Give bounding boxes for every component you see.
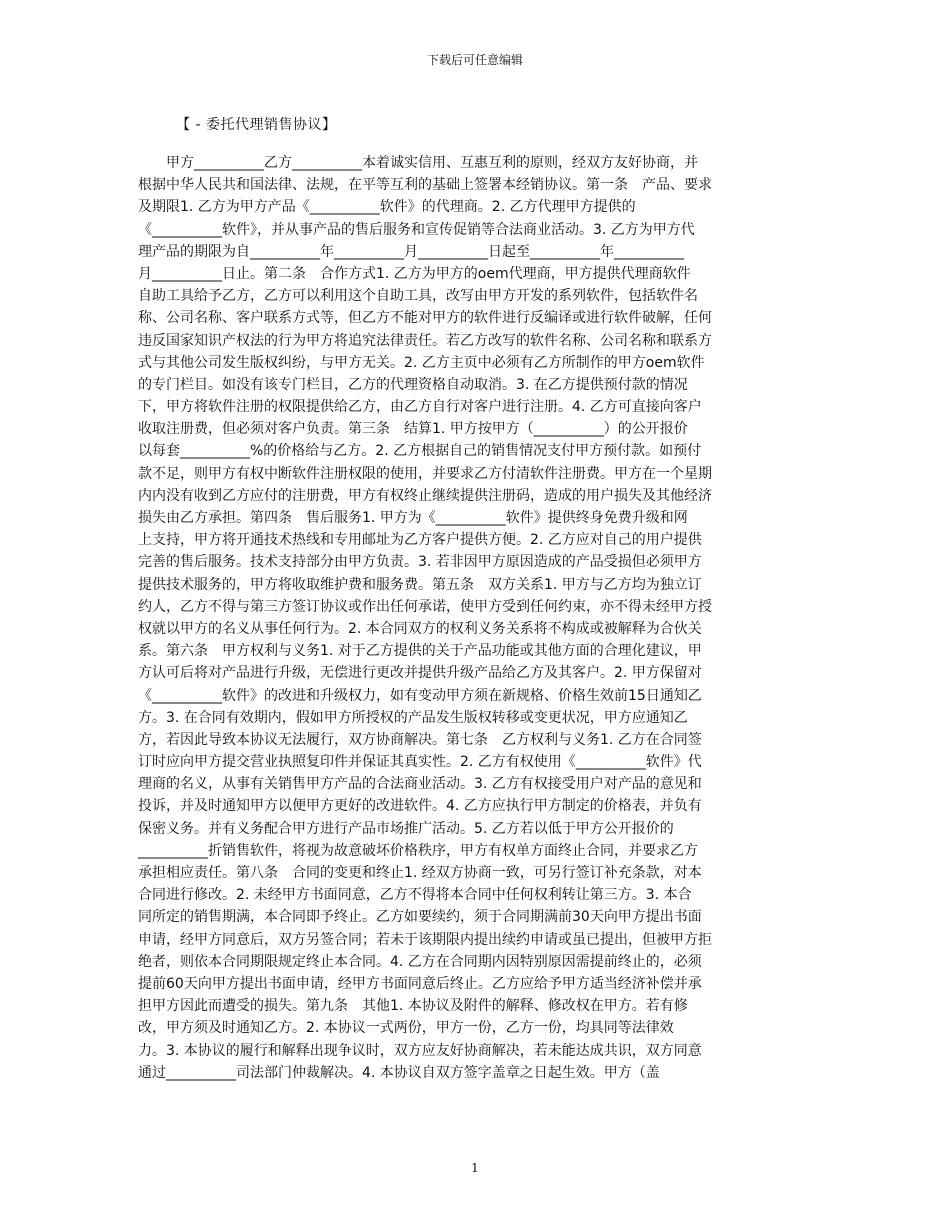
body-line: 申请，经甲方同意后，双方另签合同；若未于该期限内提出续约申请或虽已提出，但被甲方拒: [138, 931, 712, 948]
body-line: 约人，乙方不得与第三方签订协议或作出任何承诺，使甲方受到任何约束，亦不得未经甲方授: [138, 598, 712, 615]
body-line: 提前60天向甲方提出书面申请，经甲方书面同意后终止。乙方应给予甲方适当经济补偿并承: [138, 975, 702, 992]
body-line: 保密义务。并有义务配合甲方进行产品市场推广活动。5. 乙方若以低于甲方公开报价的: [138, 820, 674, 837]
body-line: 的专门栏目。如没有该专门栏目，乙方的代理资格自动取消。3. 在乙方提供预付款的情况: [138, 376, 688, 393]
body-line: 担甲方因此而遭受的损失。第九条 其他1. 本协议及附件的解释、修改权在甲方。若有修: [138, 998, 688, 1015]
body-line: 订时应向甲方提交营业执照复印件并保证其真实性。2. 乙方有权使用《__________软件》代: [138, 754, 702, 771]
body-line: 款不足，则甲方有权中断软件注册权限的使用，并要求乙方付清软件注册费。甲方在一个星期: [138, 465, 712, 482]
body-line: 《__________软件》的改进和升级权力，如有变动甲方须在新规格、价格生效前15日通知乙: [138, 687, 702, 704]
body-line: 投诉，并及时通知甲方以便甲方更好的改进软件。4. 乙方应执行甲方制定的价格表，并负有: [138, 798, 702, 815]
body-line: 方。3. 在合同有效期内，假如甲方所授权的产品发生版权转移或变更状况，甲方应通知乙: [138, 709, 688, 726]
document-body: [138, 152, 808, 1084]
body-line: 月__________日止。第二条 合作方式1. 乙方为甲方的oem代理商，甲方提供代理商软件: [138, 265, 691, 282]
body-line: 合同进行修改。2. 未经甲方书面同意，乙方不得将本合同中任何权利转让第三方。3. 本合: [138, 887, 692, 904]
body-line: 力。3. 本协议的履行和解释出现争议时，双方应友好协商解决，若未能达成共识，双方同意: [138, 1042, 702, 1059]
body-line: 通过__________司法部门仲裁解决。4. 本协议自双方签字盖章之日起生效。甲方（盖: [138, 1064, 660, 1081]
body-line: 提供技术服务的，甲方将收取维护费和服务费。第五条 双方关系1. 甲方与乙方均为独立订: [138, 576, 702, 593]
body-line: 及期限1. 乙方为甲方产品《__________软件》的代理商。2. 乙方代理甲方提供的: [138, 199, 636, 216]
body-line: 《__________软件》，并从事产品的售后服务和宣传促销等合法商业活动。3. 乙方为甲方代: [138, 221, 695, 238]
body-line: 绝者，则依本合同期限规定终止本合同。4. 乙方在合同期内因特别原因需提前终止的，必须: [138, 953, 702, 970]
page-number: 1: [471, 1161, 479, 1175]
body-line: 违反国家知识产权法的行为甲方将追究法律责任。若乙方改写的软件名称、公司名称和联系方: [138, 332, 712, 349]
body-line: 式与其他公司发生版权纠纷，与甲方无关。2. 乙方主页中必须有乙方所制作的甲方oem软件: [138, 354, 705, 371]
body-line: 改，甲方须及时通知乙方。2. 本协议一式两份，甲方一份，乙方一份，均具同等法律效: [138, 1020, 674, 1037]
body-line: 系。第六条 甲方权利与义务1. 对于乙方提供的关于产品功能或其他方面的合理化建议，甲: [138, 643, 702, 660]
body-line: 方，若因此导致本协议无法履行，双方协商解决。第七条 乙方权利与义务1. 乙方在合同签: [138, 731, 702, 748]
body-line: 权就以甲方的名义从事任何行为。2. 本合同双方的权利义务关系将不构成或被解释为合伙关: [138, 620, 702, 637]
body-line: 下，甲方将软件注册的权限提供给乙方，由乙方自行对客户进行注册。4. 乙方可直接向客户: [138, 399, 702, 416]
header-note: 下载后可任意编辑: [426, 53, 523, 67]
body-line: 方认可后将对产品进行升级，无偿进行更改并提供升级产品给乙方及其客户。2. 甲方保留对: [138, 665, 702, 682]
body-line: 根据中华人民共和国法律、法规，在平等互利的基础上签署本经销协议。第一条 产品、要求: [138, 177, 712, 194]
document-title: 【 - 委托代理销售协议】: [176, 117, 337, 133]
body-line: 理产品的期限为自__________年__________月__________日起至__________年__________: [138, 243, 684, 260]
body-line: 甲方__________乙方__________本着诚实信用、互惠互利的原则，经双方友好协商，并: [138, 155, 698, 171]
body-line: 称、公司名称、客户联系方式等，但乙方不能对甲方的软件进行反编译或进行软件破解，任何: [138, 310, 712, 327]
body-line: __________折销售软件，将视为故意破坏价格秩序，甲方有权单方面终止合同，并要求乙方: [138, 842, 698, 859]
body-line: 完善的售后服务。技术支持部分由甲方负责。3. 若非因甲方原因造成的产品受损但必须甲方: [138, 554, 702, 571]
body-line: 内内没有收到乙方应付的注册费，甲方有权终止继续提供注册码，造成的用户损失及其他经济: [138, 487, 712, 504]
body-line: 收取注册费，但必须对客户负责。第三条 结算1. 甲方按甲方（__________）的公开报价: [138, 421, 688, 438]
body-line: 以每套__________%的价格给与乙方。2. 乙方根据自己的销售情况支付甲方预付款。如预付: [138, 443, 702, 460]
body-line: 同所定的销售期满，本合同即予终止。乙方如要续约，须于合同期满前30天向甲方提出书面: [138, 909, 702, 926]
body-line: 理商的名义，从事有关销售甲方产品的合法商业活动。3. 乙方有权接受用户对产品的意见和: [138, 776, 702, 793]
body-line: 上支持，甲方将开通技术热线和专用邮址为乙方客户提供方便。2. 乙方应对自己的用户提供: [138, 532, 702, 549]
body-line: 自助工具给予乙方，乙方可以利用这个自助工具，改写由甲方开发的系列软件，包括软件名: [138, 288, 698, 305]
body-line: 承担相应责任。第八条 合同的变更和终止1. 经双方协商一致，可另行签订补充条款，对本: [138, 865, 702, 881]
body-line: 损失由乙方承担。第四条 售后服务1. 甲方为《__________软件》提供终身免费升级和网: [138, 510, 688, 526]
